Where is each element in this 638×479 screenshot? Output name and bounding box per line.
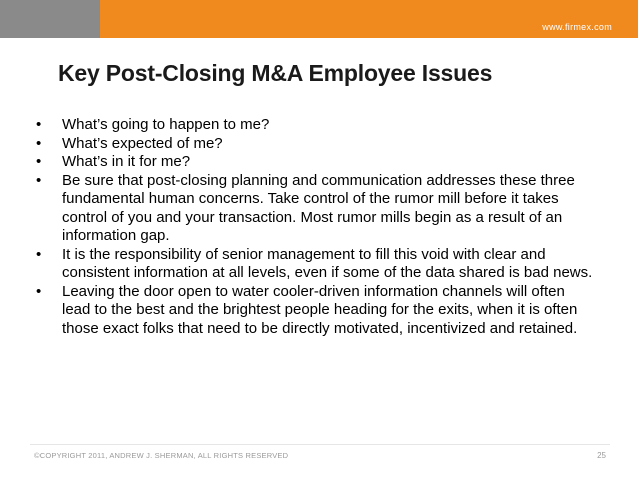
bullet-dot: •: [36, 171, 42, 189]
bullet-text: It is the responsibility of senior management to fill this void with clear and consistent information at all levels, even if some of the data shared is bad news.: [62, 245, 593, 281]
bullet-item: [36, 172, 596, 246]
footer-divider: [30, 444, 610, 445]
bullet-dot: •: [36, 245, 42, 263]
bullet-item: [36, 153, 596, 172]
header-gray-segment: [0, 0, 100, 38]
bullet-item: [36, 246, 596, 283]
bullet-text: What’s in it for me?: [62, 153, 191, 170]
bullet-item: [36, 116, 596, 135]
bullet-text: What’s expected of me?: [62, 134, 223, 152]
bullet-item: [36, 283, 596, 339]
header-orange-segment: [100, 0, 638, 38]
bullet-dot: •: [36, 134, 42, 152]
page-title: Key Post-Closing M&A Employee Issues: [58, 60, 493, 86]
header-bar: [0, 0, 638, 38]
bullet-text: Be sure that post-closing planning and communication addresses these three fundamental human concerns. Take control of the rumor mill before it takes control of you and your transaction. Most rumor mills begin as a result of an information gap.: [62, 171, 575, 244]
bullet-dot: •: [36, 282, 42, 300]
bullet-item: [36, 135, 596, 154]
bullet-dot: •: [36, 116, 42, 133]
page-number: 25: [597, 451, 606, 460]
bullet-list: [36, 116, 596, 338]
copyright-notice: ©COPYRIGHT 2011, ANDREW J. SHERMAN, ALL RIGHTS RESERVED: [34, 451, 289, 460]
bullet-text: Leaving the door open to water cooler-driven information channels will often lead to the best and the brightest people heading for the exits, when it is often those exact folks that need to be directly motivated, incentivized and retained.: [62, 282, 578, 337]
site-url: www.firmex.com: [542, 22, 612, 32]
bullet-text: What’s going to happen to me?: [62, 116, 270, 133]
bullet-dot: •: [36, 153, 42, 170]
